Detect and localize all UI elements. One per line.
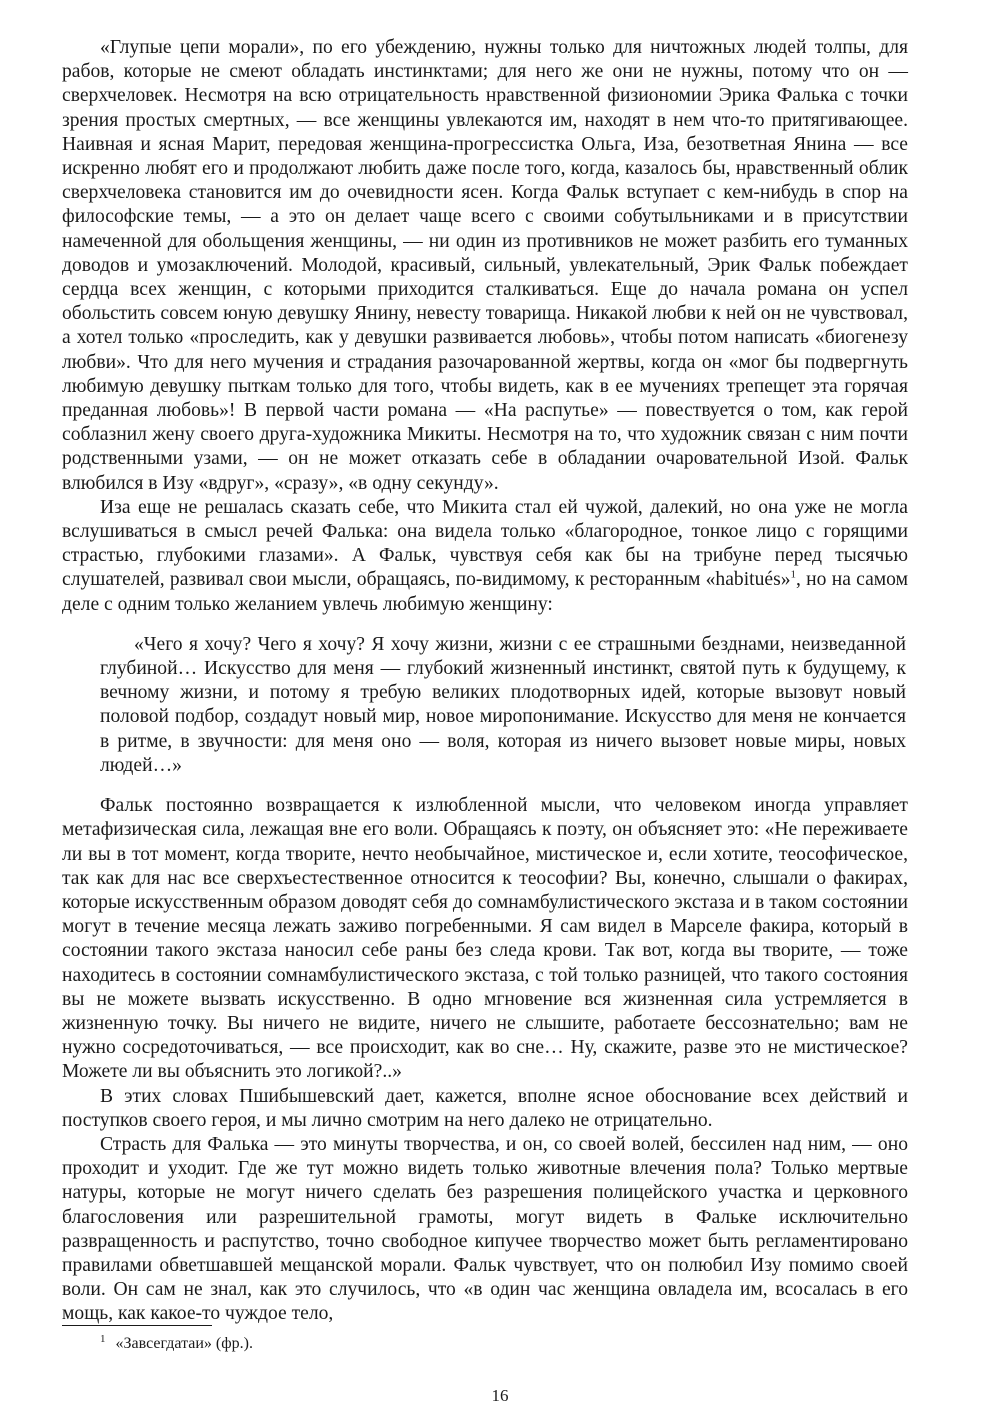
paragraph: В этих словах Пшибышевский дает, кажется, вполне ясное обоснование всех действий и поступков своего героя, и мы лично смотрим на него далеко не отрицательно. bbox=[62, 1085, 908, 1131]
paragraph: Страсть для Фалька — это минуты творчества, и он, со своей волей, бессилен над ним, — оно проходит и уходит. Где же тут можно видеть только животные влечения пола? Только мертвые натуры, которые не могут ничего сделать без разрешения полицейского участка и церковного благословения или разрешительной грамоты, могут видеть в Фальке исключительно развращенность и распутство, точно свободное кипучее творчество может быть регламентировано правилами обветшавшей мещанской морали. Фальк чувствует, что он полюбил Изу помимо своей воли. Он сам не знал, как это случилось, что «в один час женщина овладела им, всосалась в его мощь, как какое-то чуждое тело, bbox=[62, 1133, 908, 1325]
block-quote: «Чего я хочу? Чего я хочу? Я хочу жизни, жизни с ее страшными безднами, неизведанной глубиной… Искусство для меня — глубокий жизненный инстинкт, святой путь к будущему, к вечному жизни, и потому я требую великих плодотворных идей, которые вызовут новый половой подбор, создадут новый мир, новое миропонимание. Искусство для меня не кончается в ритме, в звучности: для меня оно — воля, которая из ничего вызовет новые миры, новых людей…» bbox=[100, 633, 906, 776]
footnote bbox=[100, 1334, 253, 1354]
page-number: 16 bbox=[491, 1386, 509, 1405]
page-body bbox=[62, 36, 908, 1327]
footnote-reference[interactable]: 1 bbox=[790, 568, 797, 581]
footnote-separator bbox=[62, 1325, 212, 1326]
paragraph-text-continued: , но на самом деле с одним только желанием увлечь любимую женщину: bbox=[62, 569, 908, 615]
footnote-mark: 1 bbox=[100, 1332, 106, 1345]
paragraph: «Глупые цепи морали», по его убеждению, нужны только для ничтожных людей толпы, для рабов, которые не смеют обладать инстинктами; для него же они не нужны, потому что он — сверхчеловек. Несмотря на всю отрицательность нравственной физиономии Эрика Фалька с точки зрения простых смертных, — все женщины увлекаются им, находят в нем что-то притягивающее. Наивная и ясная Марит, передовая женщина-прогрессистка Ольга, Иза, безответная Янина — все искренно любят его и продолжают любить даже после того, когда, казалось бы, нравственный облик сверхчеловека становится им до очевидности ясен. Когда Фальк вступает с кем-нибудь в спор на философские темы, — а это он делает чаще всего с своими собутыльниками и в присутствии намеченной для обольщения женщины, — ни один из противников не может разбить его туманных доводов и умозаключений. Молодой, красивый, сильный, увлекательный, Эрик Фальк побеждает сердца всех женщин, с которыми приходится сталкиваться. Еще до начала романа он успел обольстить совсем юную девушку Янину, невесту товарища. Никакой любви к ней он не чувствовал, а хотел только «проследить, как у девушки развивается любовь», чтобы потом написать «биогенезу любви». Что для него мучения и страдания разочарованной жертвы, когда он «мог бы подвергнуть любимую девушку пыткам только для того, чтобы видеть, как в ее мучениях трепещет эта горячая преданная любовь»! В первой части романа — «На распутье» — повествуется о том, как герой соблазнил жену своего друга-художника Микиты. Несмотря на то, что художник связан с ним почти родственными узами, — он не может отказать себе в обладании очаровательной Изой. Фальк влюбился в Изу «вдруг», «сразу», «в одну секунду». bbox=[62, 37, 908, 494]
paragraph-with-footnote-ref bbox=[62, 496, 908, 617]
paragraph: Фальк постоянно возвращается к излюбленной мысли, что человеком иногда управляет метафизическая сила, лежащая вне его воли. Обращаясь к поэту, он объясняет это: «Не переживаете ли вы в тот момент, когда творите, нечто необычайное, мистическое и, если хотите, теософическое, так как для нас все сверхъестественное относится к теософии? Вы, конечно, слышали о факирах, которые искусственным образом доводят себя до сомнамбулистического экстаза и в таком состоянии могут в течение месяца лежать заживо погребенными. Я сам видел в Марселе факира, который в состоянии такого экстаза наносил себе раны без следа крови. Так вот, когда вы творите, — тоже находитесь в состоянии сомнамбулистического экстаза, с той только разницей, что такого состояния вы не можете вызвать искусственно. В одно мгновение вся жизненная сила устремляется в жизненную точку. Вы ничего не видите, ничего не слышите, работаете бессознательно; вам не нужно сосредоточиваться, — все происходит, как во сне… Ну, скажите, разве это не мистическое? Можете ли вы объяснить это логикой?..» bbox=[62, 795, 908, 1083]
footnote-text: «Завсегдатаи» (фр.). bbox=[115, 1335, 253, 1352]
paragraph-text: Иза еще не решалась сказать себе, что Микита стал ей чужой, далекий, но она уже не могла вслушиваться в смысл речей Фалька: она видела только «благородное, тонкое лицо с горящими страстью, глубокими глазами». А Фальк, чувствуя себя как бы на трибуне перед тысячью слушателей, развивал свои мысли, обращаясь, по-видимому, к ресторанным «habitués» bbox=[62, 496, 908, 591]
